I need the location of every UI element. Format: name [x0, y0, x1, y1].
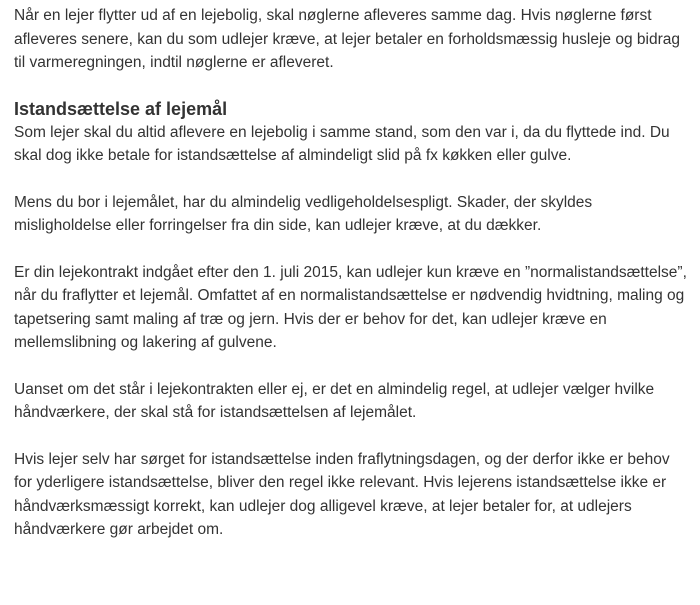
paragraph-3: Er din lejekontrakt indgået efter den 1. juli 2015, kan udlejer kun kræve en ”normalistandsættelse”, når du fraflytter et lejemål. Omfattet af en normalistandsættelse er nødvendig hvidtning, maling og tapetsering samt maling af træ og jern. Hvis der er behov for det, kan udlejer kræve en mellemslibning og lakering af gulvene.: [14, 263, 687, 351]
intro-paragraph: Når en lejer flytter ud af en lejebolig, skal nøglerne afleveres samme dag. Hvis nøglerne først afleveres senere, kan du som udlejer kræve, at lejer betaler en forholdsmæssig husleje og bidrag til varmeregningen, indtil nøglerne er afleveret.: [14, 7, 680, 71]
paragraph-1: Som lejer skal du altid aflevere en lejebolig i samme stand, som den var i, da du flyttede ind. Du skal dog ikke betale for istandsættelse af almindeligt slid på fx køkken eller gulve.: [14, 123, 670, 164]
paragraph-4: Uanset om det står i lejekontrakten eller ej, er det en almindelig regel, at udlejer vælger hvilke håndværkere, der skal stå for istandsættelsen af lejemålet.: [14, 380, 655, 421]
paragraph-5: Hvis lejer selv har sørget for istandsættelse inden fraflytningsdagen, og der derfor ikke er behov for yderligere istandsættelse, bliver den regel ikke relevant. Hvis lejerens istandsættelse ikke er håndværksmæssigt korrekt, kan udlejer dog alligevel kræve, at lejer betaler for, at udlejers håndværkere gør arbejdet om.: [14, 450, 670, 538]
section-heading: Istandsættelse af lejemål: [14, 98, 228, 119]
paragraph-2: Mens du bor i lejemålet, har du almindelig vedligeholdelsespligt. Skader, der skyldes misligholdelse eller forringelser fra din side, kan udlejer kræve, at du dækker.: [14, 193, 593, 234]
